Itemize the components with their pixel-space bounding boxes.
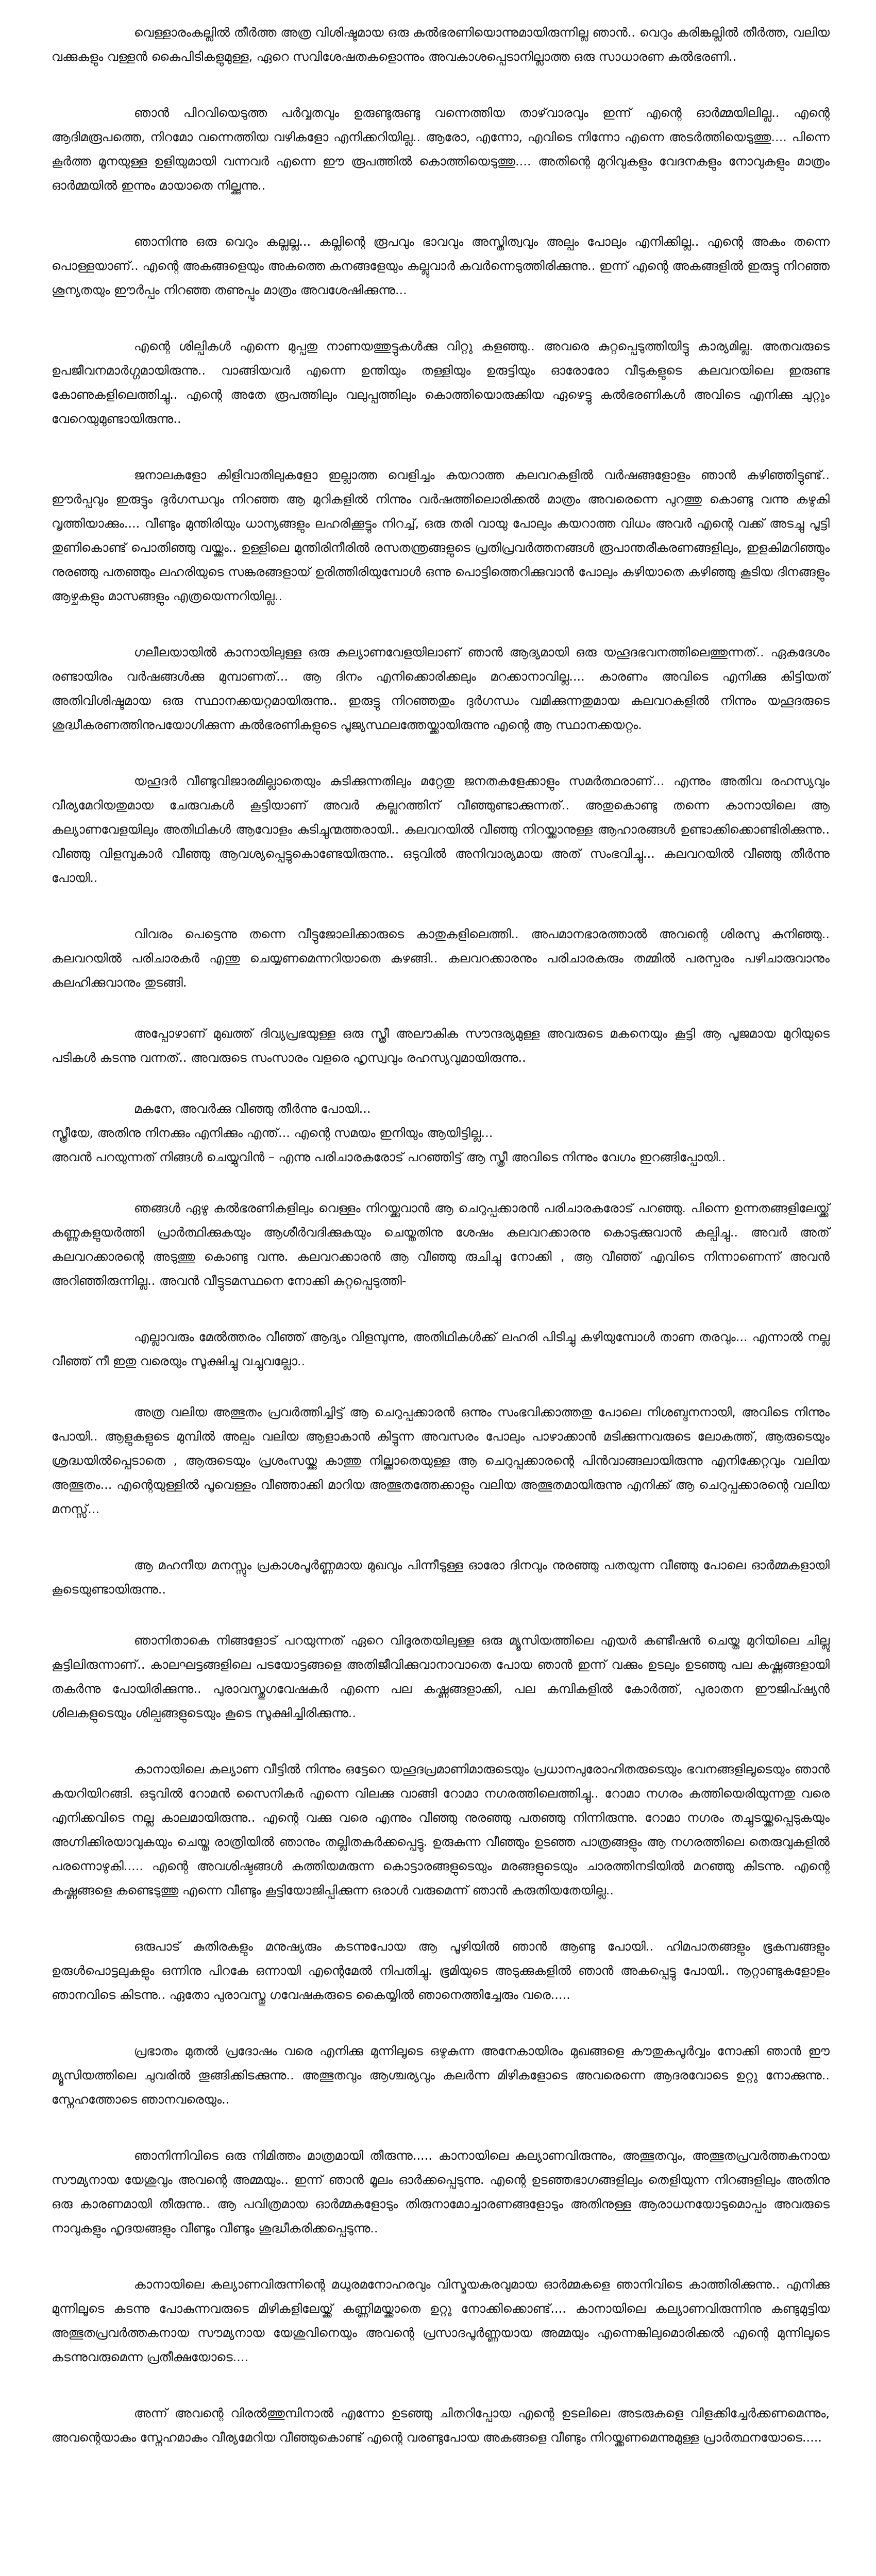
paragraph-13: അത്ര വലിയ അത്ഭുതം പ്രവർത്തിച്ചിട്ട് ആ ചെറുപ്പക്കാരൻ ഒന്നും സംഭവിക്കാത്തതു പോലെ നിശബ്ദനനായി, അവിടെ നിന്നും പോയി.. ആളുകളുടെ മുമ്പിൽ അല്പം വലിയ ആളാകാൻ കിട്ടുന്ന അവസരം പോലും പാഴാക്കാൻ മടിക്കുന്നവരുടെ ലോകത്ത്, ആരുടെയും ശ്രദ്ധയിൽപ്പെടാതെ , ആരുടെയും പ്രശംസയ്ക്കു കാത്തു നില്ക്കാതെയുള്ള ആ ചെറുപ്പക്കാരന്റെ പിൻവാങ്ങലായിരുന്നു എനിക്കേറ്റവും വലിയ അത്ഭുതം... എന്റെയുള്ളിൽ പൂവെള്ളം വീഞ്ഞാക്കി മാറിയ അത്ഭുതത്തേക്കാളും വലിയ അത്ഭുതമായിരുന്നു എനിക്ക് ആ ചെറുപ്പക്കാരന്റെ വലിയ മനസ്സ്... (52, 1405, 830, 1516)
paragraph-11: ഞങ്ങൾ ഏഴു കൽഭരണികളിലും വെള്ളം നിറയ്ക്കുവാൻ ആ ചെറുപ്പക്കാരൻ പരിചാരകരോട് പറഞ്ഞു. പിന്നെ ഉന്നതങ്ങളിലേയ്ക്ക് കണ്ണുകളുയർത്തി പ്രാർത്ഥിക്കുകയും ആശീർവദിക്കുകയും ചെയ്തതിനു ശേഷം കലവറക്കാരനു കൊടുക്കുവാൻ കല്പിച്ചു.. അവർ അത് കലവറക്കാരന്റെ അടുത്തു കൊണ്ടു വന്നു. കലവറക്കാരൻ ആ വീഞ്ഞു രുചിച്ചു നോക്കി , ആ വീഞ്ഞ് എവിടെ നിന്നാണെന്ന് അവൻ അറിഞ്ഞിരുന്നില്ല.. അവൻ വീട്ടുടമസ്ഥനെ നോക്കി കുറ്റപ്പെടുത്തി- (52, 1201, 830, 1288)
paragraph-18: പ്രഭാതം മുതൽ പ്രദോഷം വരെ എനിക്കു മുന്നിലൂടെ ഒഴുകുന്ന അനേകായിരം മുഖങ്ങളെ കൗതുകപൂർവ്വം നോക്കി ഞാൻ ഈ മ്യൂസിയത്തിലെ ചുവരിൽ തൂങ്ങിക്കിടക്കുന്നു.. അത്ഭുതവും ആശ്ചര്യവും കലർന്ന മിഴികളോടെ അവരെന്നെ ആദരവോടെ ഉറ്റു നോക്കുന്നു.. സ്നേഹത്തോടെ ഞാനവരെയും.. (52, 2044, 830, 2107)
paragraph-17: ഒരുപാട് കുതിരകളും മനുഷ്യരും കടന്നുപോയ ആ പൂഴിയിൽ ഞാൻ ആണ്ടു പോയി.. ഹിമപാതങ്ങളും ഭൂകമ്പങ്ങളും ഉരുൾപൊട്ടലുകളും ഒന്നിനു പിറകേ ഒന്നായി എന്റെമേൽ നിപതിച്ചു. ഭൂമിയുടെ അടുക്കുകളിൽ ഞാൻ അകപ്പെട്ടു പോയി.. നൂറ്റാണ്ടുകളോളം ഞാനവിടെ കിടന്നു.. ഏതോ പുരാവസ്തു ഗവേഷകരുടെ കൈയ്യിൽ ഞാനെത്തിച്ചേരും വരെ..... (52, 1939, 830, 2002)
paragraph-16: കാനായിലെ കല്യാണ വീട്ടിൽ നിന്നും ഒട്ടേറെ യഹൂദപ്രമാണിമാരുടെയും പ്രധാനപുരോഹിതരുടെയും ഭവനങ്ങളിലൂടെയും ഞാൻ കയറിയിറങ്ങി. ഒടുവിൽ റോമൻ സൈനികർ എന്നെ വിലക്കു വാങ്ങി റോമാ നഗരത്തിലെത്തിച്ചു.. റോമാ നഗരം കത്തിയെരിയുന്നതു വരെ എനിക്കവിടെ നല്ല കാലമായിരുന്നു.. എന്റെ വക്കു വരെ എന്നും വീഞ്ഞു നുരഞ്ഞു പതഞ്ഞു നിന്നിരുന്നു. റോമാ നഗരം തച്ചുടയ്ക്കപ്പെടുകയും അഗ്നിക്കിരയാവുകയും ചെയ്ത രാത്രിയിൽ ഞാനും തല്ലിതകർക്കപ്പെട്ടു. ഉരുകുന്ന വീഞ്ഞും ഉടഞ്ഞ പാത്രങ്ങളും ആ നഗരത്തിലെ തെരുവുകളിൽ പരന്നൊഴുകി..... എന്റെ അവശിഷ്ടങ്ങൾ കത്തിയമരുന്ന കൊട്ടാരങ്ങളുടെയും മരങ്ങളുടെയും ചാരത്തിനടിയിൽ മറഞ്ഞു കിടന്നു. എന്റെ കഷ്ണങ്ങളെ കണ്ടെടുത്തു എന്നെ വീണ്ടും കൂട്ടിയോജിപ്പിക്കുന്ന ഒരാൾ വരുമെന്ന് ഞാൻ കരുതിയതേയില്ല.. (52, 1762, 830, 1897)
paragraph-12: എല്ലാവരും മേൽത്തരം വീഞ്ഞ് ആദ്യം വിളമ്പുന്നു, അതിഥികൾക്ക് ലഹരി പിടിച്ചു കഴിയുമ്പോൾ താണ തരവും... എന്നാൽ നല്ല വീഞ്ഞ് നീ ഇതു വരെയും സൂക്ഷിച്ചു വച്ചുവല്ലോ.. (52, 1330, 830, 1368)
paragraph-3: ഞാനിന്നു ഒരു വെറും കല്ലല്ല... കല്ലിന്റെ രൂപവും ഭാവവും അസ്തിത്വവും അല്പം പോലും എനിക്കില്ല.. എന്റെ അകം തന്നെ പൊള്ളയാണ്.. എന്റെ അകങ്ങളെയും അകത്തെ കനങ്ങളേയും കല്ലുവാർ കവർന്നെടുത്തിരിക്കുന്നു.. ഇന്ന് എന്റെ അകങ്ങളിൽ ഇരുട്ടു നിറഞ്ഞ ശൂന്യതയും ഈർപ്പം നിറഞ്ഞ തണുപ്പും മാത്രം അവശേഷിക്കുന്നു... (52, 234, 830, 297)
paragraph-2: ഞാൻ പിറവിയെടുത്ത പർവ്വതവും ഉരുണ്ടുരുണ്ടു വന്നെത്തിയ താഴ്‌വാരവും ഇന്ന് എന്റെ ഓർമ്മയിലില്ല.. എന്റെ ആദിമരൂപത്തെ, നിറമോ വന്നെത്തിയ വഴികളോ എനിക്കറിയില്ല.. ആരോ, എന്നോ, എവിടെ നിന്നോ എന്നെ അടർത്തിയെടുത്തു.... പിന്നെ കൂർത്ത മൂനയുള്ള ഉളിയുമായി വന്നവർ എന്നെ ഈ രൂപത്തിൽ കൊത്തിയെടുത്തു.... അതിന്റെ മുറിവുകളും വേദനകളും നോവുകളും മാത്രം ഓർമ്മയിൽ ഇന്നും മായാതെ നില്ക്കുന്നു.. (52, 106, 830, 193)
paragraph-6: ഗലീലയായിൽ കാനായിലുള്ള ഒരു കല്യാണവേളയിലാണ് ഞാൻ ആദ്യമായി ഒരു യഹൂദഭവനത്തിലെത്തുന്നത്.. ഏകദേശം രണ്ടായിരം വർഷങ്ങൾക്കു മുമ്പാണത്... ആ ദിനം എനിക്കൊരിക്കലും മറക്കാനാവില്ല.... കാരണം അവിടെ എനിക്കു കിട്ടിയത് അതിവിശിഷ്ടമായ ഒരു സ്ഥാനക്കയറ്റമായിരുന്നു.. ഇരുട്ടു നിറഞ്ഞതും ദുർഗന്ധം വമിക്കുന്നതുമായ കലവറകളിൽ നിന്നും യഹൂദരുടെ ശുദ്ധീകരണത്തിനുപയോഗിക്കുന്ന കൽഭരണികളുടെ പൂജ്യസ്ഥലത്തേയ്ക്കായിരുന്നു എന്റെ ആ സ്ഥാനക്കയറ്റം. (52, 645, 830, 732)
paragraph-4: എന്റെ ശില്പികൾ എന്നെ മുപ്പതു നാണയത്തുട്ടുകൾക്കു വിറ്റു കളഞ്ഞു.. അവരെ കുറ്റപ്പെടുത്തിയിട്ടു കാര്യമില്ല. അതവരുടെ ഉപജീവനമാർഗ്ഗമായിരുന്നു.. വാങ്ങിയവർ എന്നെ ഉന്തിയും തള്ളിയും ഉരുട്ടിയും ഓരോരോ വീടുകളുടെ കലവറയിലെ ഇരുണ്ട കോണുകളിലെത്തിച്ചു.. എന്റെ അതേ രൂപത്തിലും വലുപ്പത്തിലും കൊത്തിയൊരുക്കിയ ഏഴെട്ടു കൽഭരണികൾ അവിടെ എനിക്കു ചുറ്റും വേറെയുമുണ്ടായിരുന്നു.. (52, 339, 830, 426)
paragraph-15: ഞാനിതാകെ നിങ്ങളോട് പറയുന്നത് ഏറെ വിദൂരതയിലുള്ള ഒരു മ്യൂസിയത്തിലെ എയർ കണ്ടീഷൻ ചെയ്ത മുറിയിലെ ചില്ലു കൂട്ടിലിരുന്നാണ്.. കാലഘട്ടങ്ങളിലെ പടയോട്ടങ്ങളെ അതിജീവിക്കുവാനാവാതെ പോയ ഞാൻ ഇന്ന് വക്കും ഉടലും ഉടഞ്ഞു പല കഷ്ണങ്ങളായി തകർന്നു പോയിരിക്കുന്നു.. പുരാവസ്തുഗവേഷകർ എന്നെ പല കഷ്ണങ്ങളാക്കി, പല കമ്പികളിൽ കോർത്ത്, പുരാതന ഈജിപ്ഷ്യൻ ശിലകളുടെയും ശില്പങ്ങളുടെയും കൂടെ സൂക്ഷിച്ചിരിക്കുന്നു.. (52, 1633, 830, 1720)
paragraph-9: അപ്പോഴാണ് മുഖത്ത് ദിവ്യപ്രഭയുള്ള ഒരു സ്ത്രീ അലൗകിക സൗന്ദര്യമുള്ള അവരുടെ മകനെയും കൂട്ടി ആ പൂജമായ മുറിയുടെ പടികൾ കടന്നു വന്നത്.. അവരുടെ സംസാരം വളരെ ഹൃസ്വവും രഹസ്യവുമായിരുന്നു.. (52, 1026, 830, 1065)
paragraph-1: വെള്ളാരംകല്ലിൽ തീർത്ത അത്ര വിശിഷ്ടമായ ഒരു കൽഭരണിയൊന്നുമായിരുന്നില്ല ഞാൻ.. വെറും കരിങ്കല്ലിൽ തീർത്ത, വലിയ വക്കുകളും വള്ളൻ കൈപിടികളുമുള്ള, ഏറെ സവിശേഷതകളൊന്നും അവകാശപ്പെടാനില്ലാത്ത ഒരു സാധാരണ കൽഭരണി.. (52, 25, 830, 64)
paragraph-7: യഹൂദർ വീണ്ടുവിജാരമില്ലാതെയും കുടിക്കുന്നതിലും മറ്റേതു ജനതകളേക്കാളും സമർത്ഥരാണ്... എന്നും അതിവ രഹസ്യവും വീര്യമേറിയതുമായ ചേരുവകൾ കൂട്ടിയാണ് അവർ കല്ലറത്തിന് വീഞ്ഞുണ്ടാക്കുന്നത്.. അതുകൊണ്ടു തന്നെ കാനായിലെ ആ കല്യാണവേളയിലും അതിഥികൾ ആവോളം കുടിച്ചുന്മത്തരായി.. കലവറയിൽ വീഞ്ഞു നിറയ്ക്കാനുള്ള ആഹാരങ്ങൾ ഉണ്ടാക്കിക്കൊണ്ടിരിക്കുന്നു.. വീഞ്ഞു വിളമ്പുകാർ വീഞ്ഞു ആവശ്യപ്പെട്ടുകൊണ്ടേയിരുന്നു.. ഒടുവിൽ അനിവാര്യമായ അത് സംഭവിച്ചു... കലവറയിൽ വീഞ്ഞു തീർന്നു പോയി.. (52, 774, 830, 885)
story-text (52, 21, 830, 2576)
paragraph-5: ജനാലകളോ കിളിവാതിലുകളോ ഇല്ലാത്ത വെളിച്ചം കയറാത്ത കലവറകളിൽ വർഷങ്ങളോളം ഞാൻ കഴിഞ്ഞിട്ടുണ്ട്.. ഈർപ്പവും ഇരുട്ടും ദുർഗന്ധവും നിറഞ്ഞ ആ മുറികളിൽ നിന്നും വർഷത്തിലൊരിക്കൽ മാത്രം അവരെന്നെ പുറത്തു കൊണ്ടു വന്നു കഴുകി വൃത്തിയാക്കും.... വീണ്ടും മുന്തിരിയും ധാന്യങ്ങളും ലഹരിക്കൂട്ടും നിറച്ച്, ഒരു തരി വായു പോലും കയറാത്ത വിധം അവർ എന്റെ വക്ക് അടച്ചു പൂട്ടി തുണികൊണ്ട് പൊതിഞ്ഞു വയ്ക്കും.. ഉള്ളിലെ മുന്തിരിനീരിൽ രസതന്ത്രങ്ങളുടെ പ്രതിപ്രവർത്തനങ്ങൾ രൂപാന്തരീകരണങ്ങളിലും, ഇളകിമറിഞ്ഞും നുരഞ്ഞു പതഞ്ഞും ലഹരിയുടെ സങ്കരങ്ങളായ് ഉരിത്തിരിയുമ്പോൾ ഒന്നു പൊട്ടിത്തെറിക്കുവാൻ പോലും കഴിയാതെ കഴിഞ്ഞു കൂടിയ ദിനങ്ങളും ആഴ്ചകളും മാസങ്ങളും എത്രയെന്നറിയില്ല.. (52, 468, 830, 603)
paragraph-8: വിവരം പെട്ടെന്നു തന്നെ വീട്ടുജോലിക്കാരുടെ കാതുകളിലെത്തി.. അപമാനഭാരത്താൽ അവന്റെ ശിരസു കുനിഞ്ഞു.. കലവറയിൽ പരിചാരകർ എന്തു ചെയ്യണമെന്നറിയാതെ കുഴങ്ങി.. കലവറക്കാരനും പരിചാരകരും തമ്മിൽ പരസ്പരം പഴിചാരുവാനും കലഹിക്കുവാനും തുടങ്ങി. (52, 927, 830, 990)
paragraph-10-dialogue: മകനേ, അവർക്കു വീഞ്ഞു തീർന്നു പോയി... സ്ത്രീയേ, അതിനു നിനക്കും എനിക്കും എന്ത്... എന്റെ സമയം ഇനിയും ആയിട്ടില്ല... അവൻ പറയുന്നത് നിങ്ങൾ ചെയ്യുവിൻ – എന്നു പരിചാരകരോട് പറഞ്ഞിട്ട് ആ സ്ത്രീ അവിടെ നിന്നും വേഗം ഇറങ്ങിപ്പോയി.. (52, 1101, 726, 1164)
paragraph-21: അന്ന് അവന്റെ വിരൽത്തുമ്പിനാൽ എന്നോ ഉടഞ്ഞു ചിതറിപ്പോയ എന്റെ ഉടലിലെ അടരുകളെ വിളക്കിച്ചേർക്കണമെന്നും, അവന്റെയാകും സ്നേഹമാകും വീര്യമേറിയ വീഞ്ഞുകൊണ്ട് എന്റെ വരണ്ടുപോയ അകങ്ങളെ വീണ്ടും നിറയ്ക്കണമെന്നുമുള്ള പ്രാർത്ഥനയോടെ..... (52, 2406, 830, 2445)
paragraph-19: ഞാനിന്നിവിടെ ഒരു നിമിത്തം മാത്രമായി തീരുന്നു..... കാനായിലെ കല്യാണവിരുന്നും, അത്ഭുതവും, അത്ഭുതപ്രവർത്തകനായ സൗമ്യനായ യേശുവും അവന്റെ അമ്മയും.. ഇന്ന് ഞാൻ മൂലം ഓർക്കപ്പെടുന്നു. എന്റെ ഉടഞ്ഞഭാഗങ്ങളിലും തെളിയുന്ന നിറങ്ങളിലും അതിനു ഒരു കാരണമായി തീരുന്നു.. ആ പവിത്രമായ ഓർമ്മകളോടും തിരുനാമോച്ചാരണങ്ങളോടും അതിനുള്ള ആരാധനയോടുമൊപ്പം അവരുടെ നാവുകളും ഹൃദയങ്ങളും വീണ്ടും വീണ്ടും ശുദ്ധീകരിക്കപ്പെടുന്നു.. (52, 2148, 830, 2235)
paragraph-20: കാനായിലെ കല്യാണവിരുന്നിന്റെ മധുരമനോഹരവും വിസ്മയകരവുമായ ഓർമ്മകളെ ഞാനിവിടെ കാത്തിരിക്കുന്നു.. എനിക്കു മുന്നിലൂടെ കടന്നു പോകുന്നവരുടെ മിഴികളിലേയ്ക്ക് കണ്ണിമയ്ക്കാതെ ഉറ്റു നോക്കിക്കൊണ്ട്.... കാനായിലെ കല്യാണവിരുന്നിനു കണ്ടുമുട്ടിയ അത്ഭുതപ്രവർത്തകനായ സൗമ്യനായ യേശുവിനെയും അവന്റെ പ്രസാദപൂർണ്ണയായ അമ്മയും എന്നെങ്കിലുമൊരിക്കൽ എന്റെ മുന്നിലൂടെ കടന്നുവരുമെന്ന പ്രതീക്ഷയോടെ.... (52, 2277, 830, 2364)
paragraph-14: ആ മഹനീയ മനസ്സും പ്രകാശപൂർണ്ണമായ മുഖവും പിന്നീടുള്ള ഓരോ ദിനവും നുരഞ്ഞു പതയുന്ന വീഞ്ഞു പോലെ ഓർമ്മകളായി കൂടെയുണ്ടായിരുന്നു.. (52, 1558, 830, 1597)
